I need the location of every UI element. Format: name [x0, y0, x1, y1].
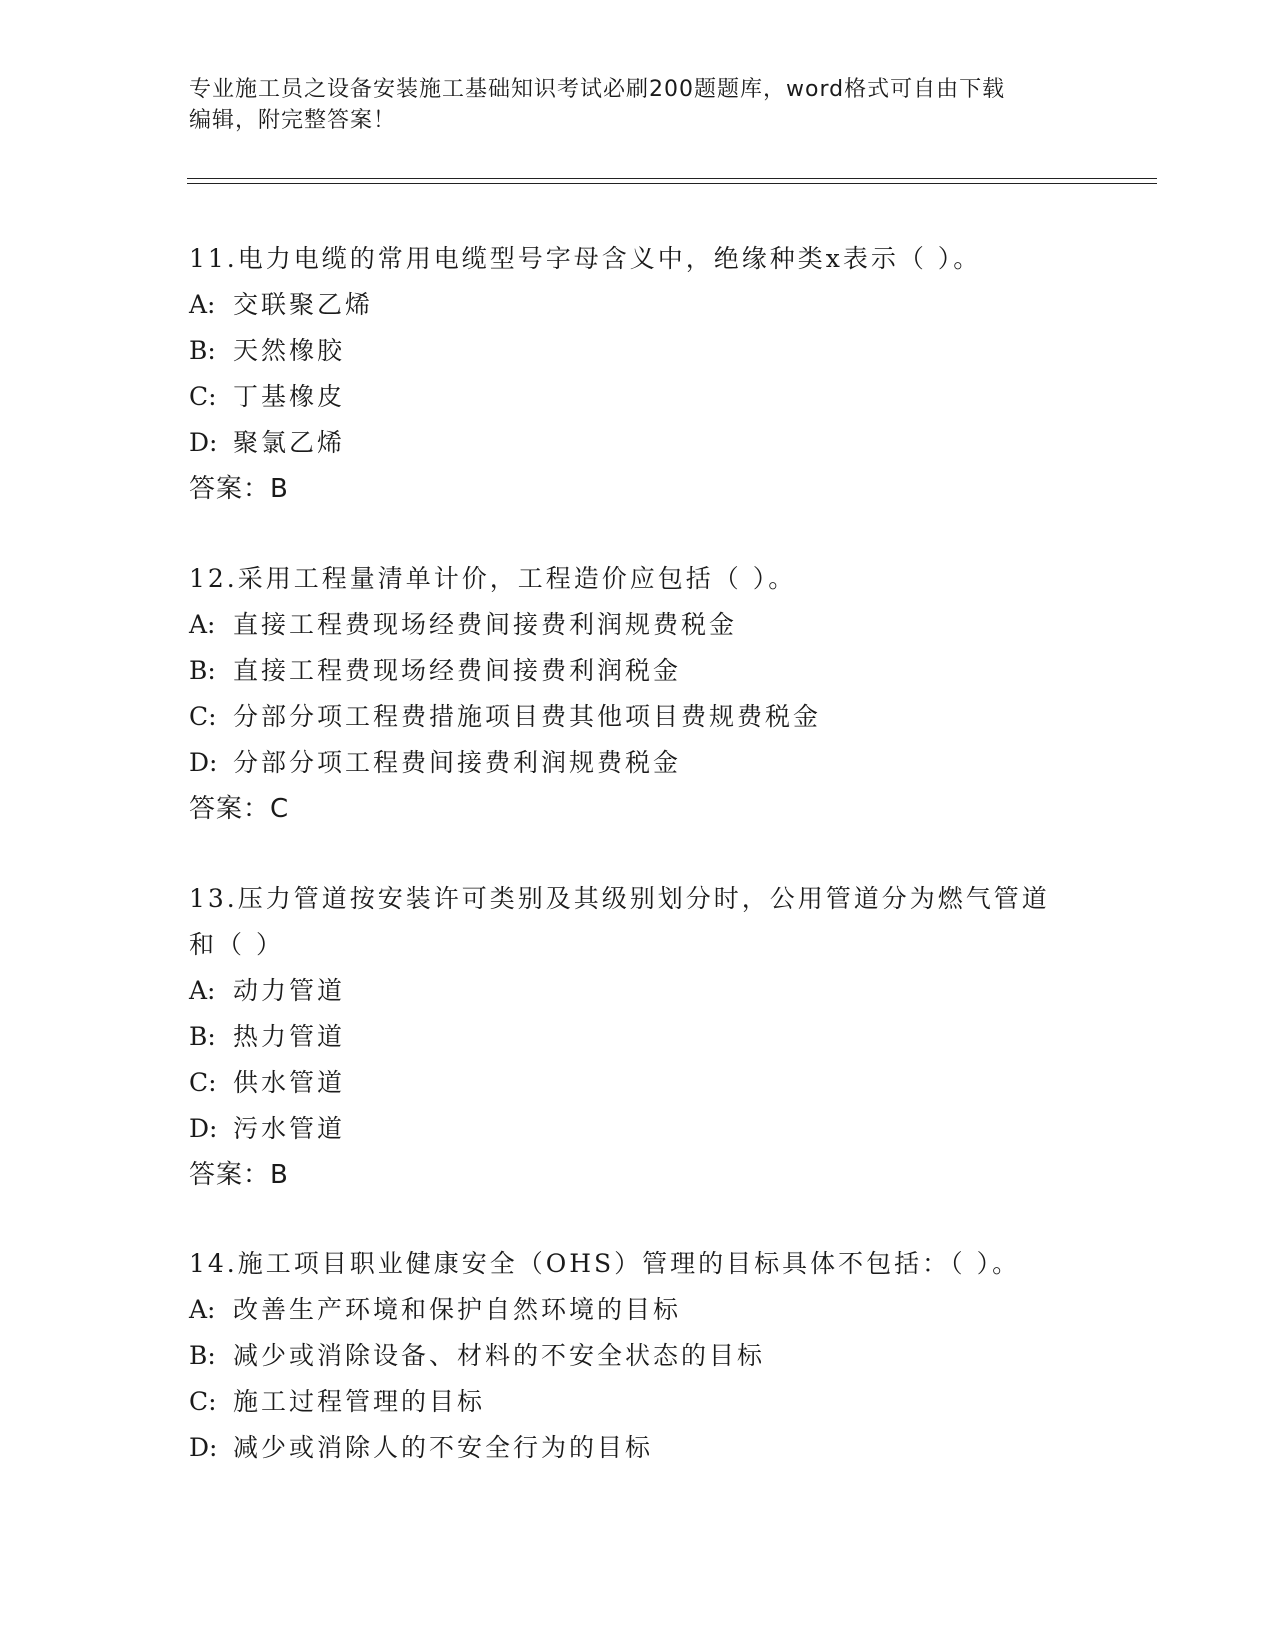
option-a — [189, 968, 1089, 1014]
option-text: 天然橡胶 — [233, 336, 346, 365]
option-text: 动力管道 — [233, 976, 346, 1005]
option-d — [189, 420, 1089, 466]
question-stem-line-2: 和（ ） — [189, 930, 284, 959]
option-letter: A: — [189, 290, 216, 319]
question-stem-line-1: 13.压力管道按安装许可类别及其级别划分时，公用管道分为燃气管道 — [189, 884, 1050, 913]
option-d — [189, 740, 1089, 786]
option-text: 污水管道 — [233, 1114, 346, 1143]
option-text: 直接工程费现场经费间接费利润税金 — [233, 656, 682, 685]
option-text: 交联聚乙烯 — [233, 290, 374, 319]
question-12 — [189, 556, 1089, 832]
option-text: 分部分项工程费措施项目费其他项目费规费税金 — [233, 702, 822, 731]
option-text: 供水管道 — [233, 1068, 346, 1097]
option-letter: D: — [189, 748, 218, 777]
option-letter: D: — [189, 1114, 218, 1143]
header-line-2: 编辑，附完整答案！ — [189, 108, 397, 133]
option-c — [189, 694, 1089, 740]
option-text: 分部分项工程费间接费利润规费税金 — [233, 748, 682, 777]
page-header — [189, 74, 1069, 136]
answer: 答案：B — [189, 1160, 289, 1190]
option-c — [189, 1379, 1089, 1425]
option-letter: D: — [189, 1433, 218, 1462]
option-letter: A: — [189, 610, 216, 639]
answer: 答案：C — [189, 794, 290, 824]
option-c — [189, 1060, 1089, 1106]
option-letter: C: — [189, 1387, 217, 1416]
option-letter: B: — [189, 336, 216, 365]
option-b — [189, 648, 1089, 694]
option-letter: B: — [189, 1022, 216, 1051]
question-stem: 14.施工项目职业健康安全（OHS）管理的目标具体不包括：（ ）。 — [189, 1249, 1021, 1278]
option-c — [189, 374, 1089, 420]
option-a — [189, 602, 1089, 648]
option-letter: C: — [189, 702, 217, 731]
question-11 — [189, 236, 1089, 512]
option-d — [189, 1425, 1089, 1471]
option-letter: B: — [189, 1341, 216, 1370]
answer: 答案：B — [189, 474, 289, 504]
option-text: 减少或消除人的不安全行为的目标 — [233, 1433, 654, 1462]
question-stem: 12.采用工程量清单计价，工程造价应包括（ ）。 — [189, 564, 797, 593]
option-letter: A: — [189, 976, 216, 1005]
option-b — [189, 328, 1089, 374]
option-text: 减少或消除设备、材料的不安全状态的目标 — [233, 1341, 766, 1370]
option-text: 直接工程费现场经费间接费利润规费税金 — [233, 610, 738, 639]
option-letter: B: — [189, 656, 216, 685]
header-divider-bottom — [187, 183, 1157, 184]
option-a — [189, 1287, 1089, 1333]
question-stem: 11.电力电缆的常用电缆型号字母含义中，绝缘种类x表示（ ）。 — [189, 244, 982, 273]
question-13 — [189, 876, 1089, 1198]
option-text: 改善生产环境和保护自然环境的目标 — [233, 1295, 682, 1324]
option-d — [189, 1106, 1089, 1152]
option-b — [189, 1333, 1089, 1379]
option-letter: C: — [189, 382, 217, 411]
header-divider-top — [187, 178, 1157, 179]
option-text: 施工过程管理的目标 — [233, 1387, 486, 1416]
header-line-1: 专业施工员之设备安装施工基础知识考试必刷200题题库，word格式可自由下载 — [189, 77, 1006, 102]
option-b — [189, 1014, 1089, 1060]
option-letter: A: — [189, 1295, 216, 1324]
option-a — [189, 282, 1089, 328]
option-letter: C: — [189, 1068, 217, 1097]
option-text: 聚氯乙烯 — [233, 428, 346, 457]
option-text: 丁基橡皮 — [233, 382, 346, 411]
option-text: 热力管道 — [233, 1022, 346, 1051]
option-letter: D: — [189, 428, 218, 457]
question-14 — [189, 1241, 1089, 1471]
